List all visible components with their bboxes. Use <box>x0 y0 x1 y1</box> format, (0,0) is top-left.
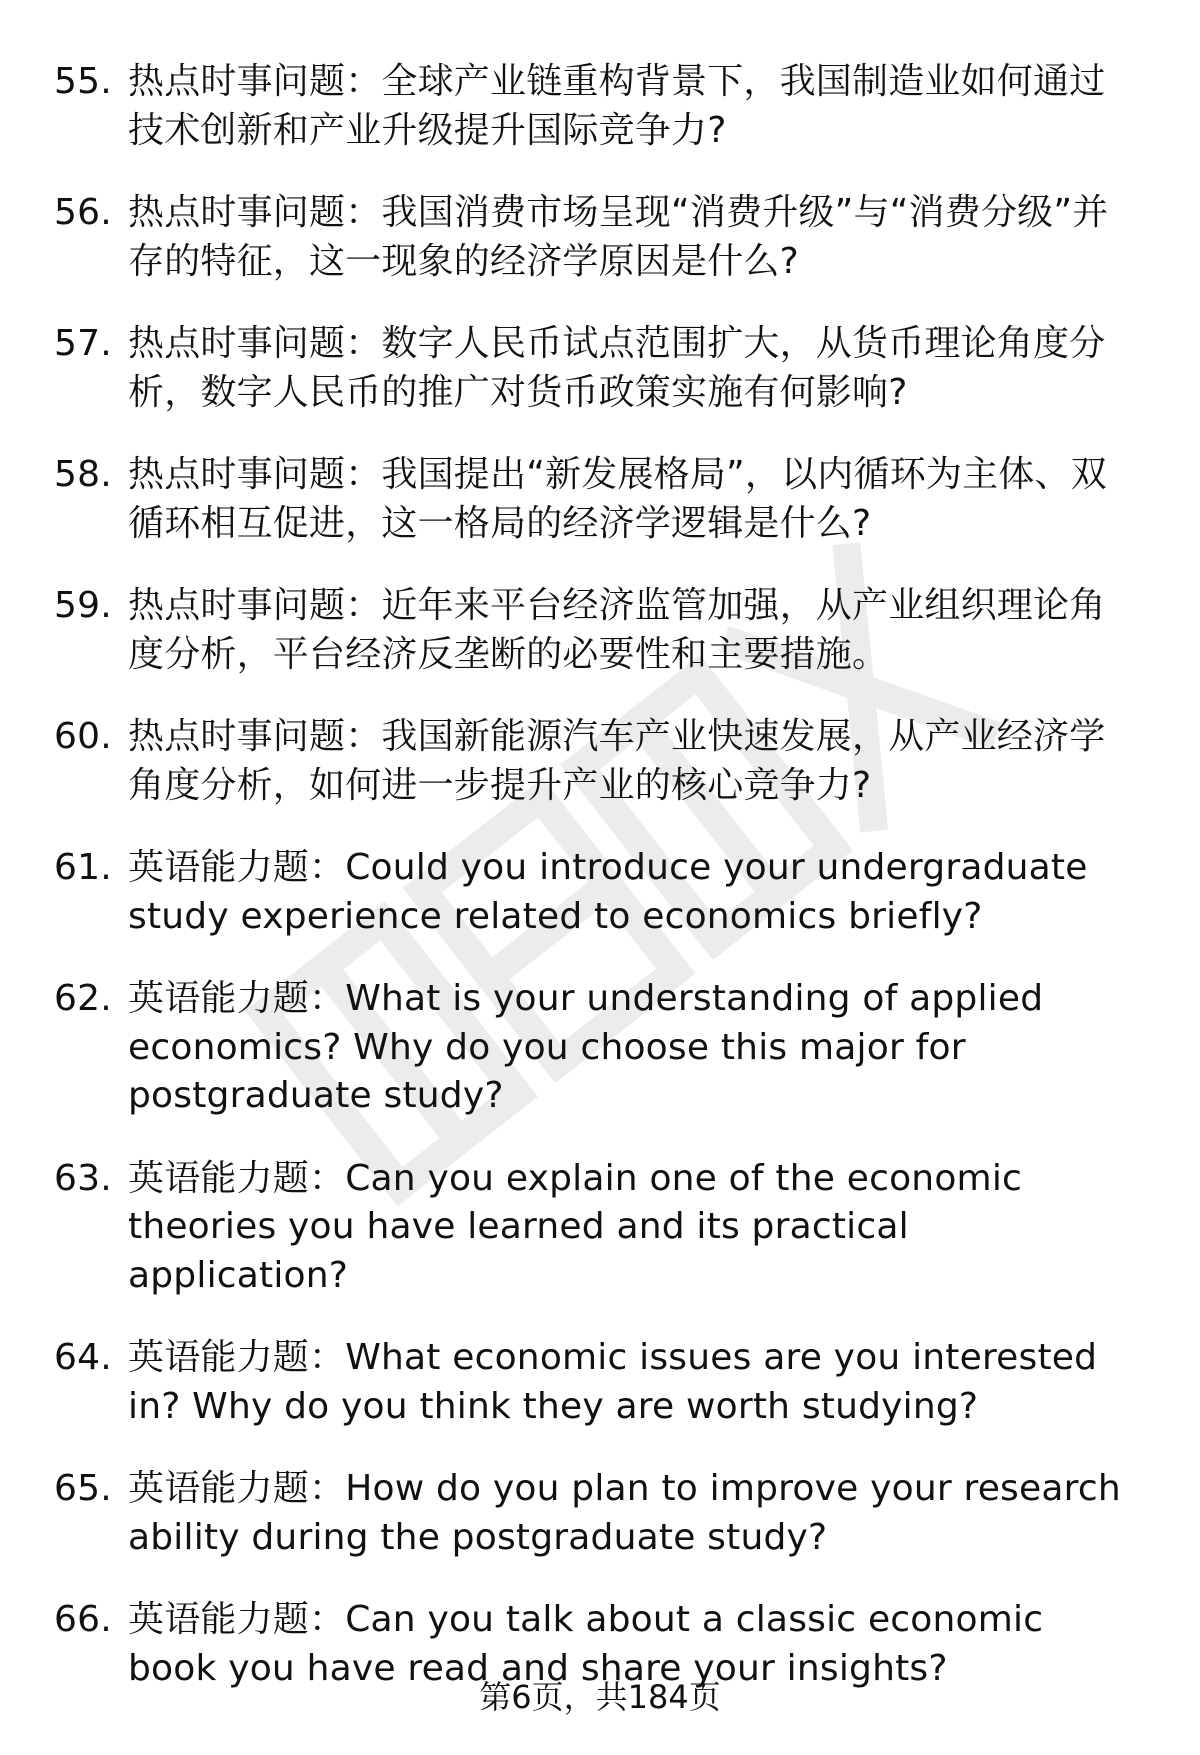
question-number: 59. <box>54 585 112 626</box>
question-text: 热点时事问题：我国新能源汽车产业快速发展，从产业经济学角度分析，如何进一步提升产业的核心竞争力? <box>128 716 1106 806</box>
question-text: 热点时事问题：我国提出“新发展格局”，以内循环为主体、双循环相互促进，这一格局的经济学逻辑是什么? <box>128 454 1107 544</box>
question-text: 英语能力题：What economic issues are you interested in? Why do you think they are worth studying? <box>128 1337 1098 1427</box>
list-item <box>0 189 1200 286</box>
page-number: 第6页，共184页 <box>479 1678 721 1716</box>
question-number: 61. <box>54 847 112 888</box>
list-item <box>0 582 1200 679</box>
question-text: 热点时事问题：我国消费市场呈现“消费升级”与“消费分级”并存的特征，这一现象的经济学原因是什么? <box>128 192 1109 282</box>
question-text: 英语能力题：Can you explain one of the economic theories you have learned and its practical application? <box>128 1157 1023 1296</box>
question-text: 英语能力题：Could you introduce your undergraduate study experience related to economics briefly? <box>128 847 1088 937</box>
question-number: 57. <box>54 323 112 364</box>
question-number: 58. <box>54 454 112 495</box>
list-item <box>0 320 1200 417</box>
list-item <box>0 1465 1200 1562</box>
question-list <box>0 58 1200 1727</box>
list-item <box>0 58 1200 155</box>
question-text: 热点时事问题：全球产业链重构背景下，我国制造业如何通过技术创新和产业升级提升国际竞争力? <box>128 61 1106 151</box>
list-item <box>0 975 1200 1121</box>
list-item <box>0 844 1200 941</box>
question-number: 62. <box>54 978 112 1019</box>
question-number: 55. <box>54 61 112 102</box>
question-number: 60. <box>54 716 112 757</box>
question-number: 65. <box>54 1468 112 1509</box>
question-number: 56. <box>54 192 112 233</box>
page-footer <box>0 1677 1200 1717</box>
question-number: 64. <box>54 1337 112 1378</box>
question-text: 英语能力题：What is your understanding of applied economics? Why do you choose this major for postgraduate study? <box>128 978 1044 1116</box>
list-item <box>0 713 1200 810</box>
question-number: 66. <box>54 1599 112 1640</box>
list-item <box>0 1155 1200 1301</box>
question-text: 热点时事问题：近年来平台经济监管加强，从产业组织理论角度分析，平台经济反垄断的必要性和主要措施。 <box>128 585 1106 675</box>
question-text: 热点时事问题：数字人民币试点范围扩大，从货币理论角度分析，数字人民币的推广对货币政策实施有何影响? <box>128 323 1106 413</box>
list-item <box>0 451 1200 548</box>
list-item <box>0 1334 1200 1431</box>
question-text: 英语能力题：Can you talk about a classic economic book you have read and share your insights? <box>128 1599 1044 1689</box>
question-text: 英语能力题：How do you plan to improve your research ability during the postgraduate study? <box>128 1468 1121 1558</box>
question-number: 63. <box>54 1157 112 1199</box>
